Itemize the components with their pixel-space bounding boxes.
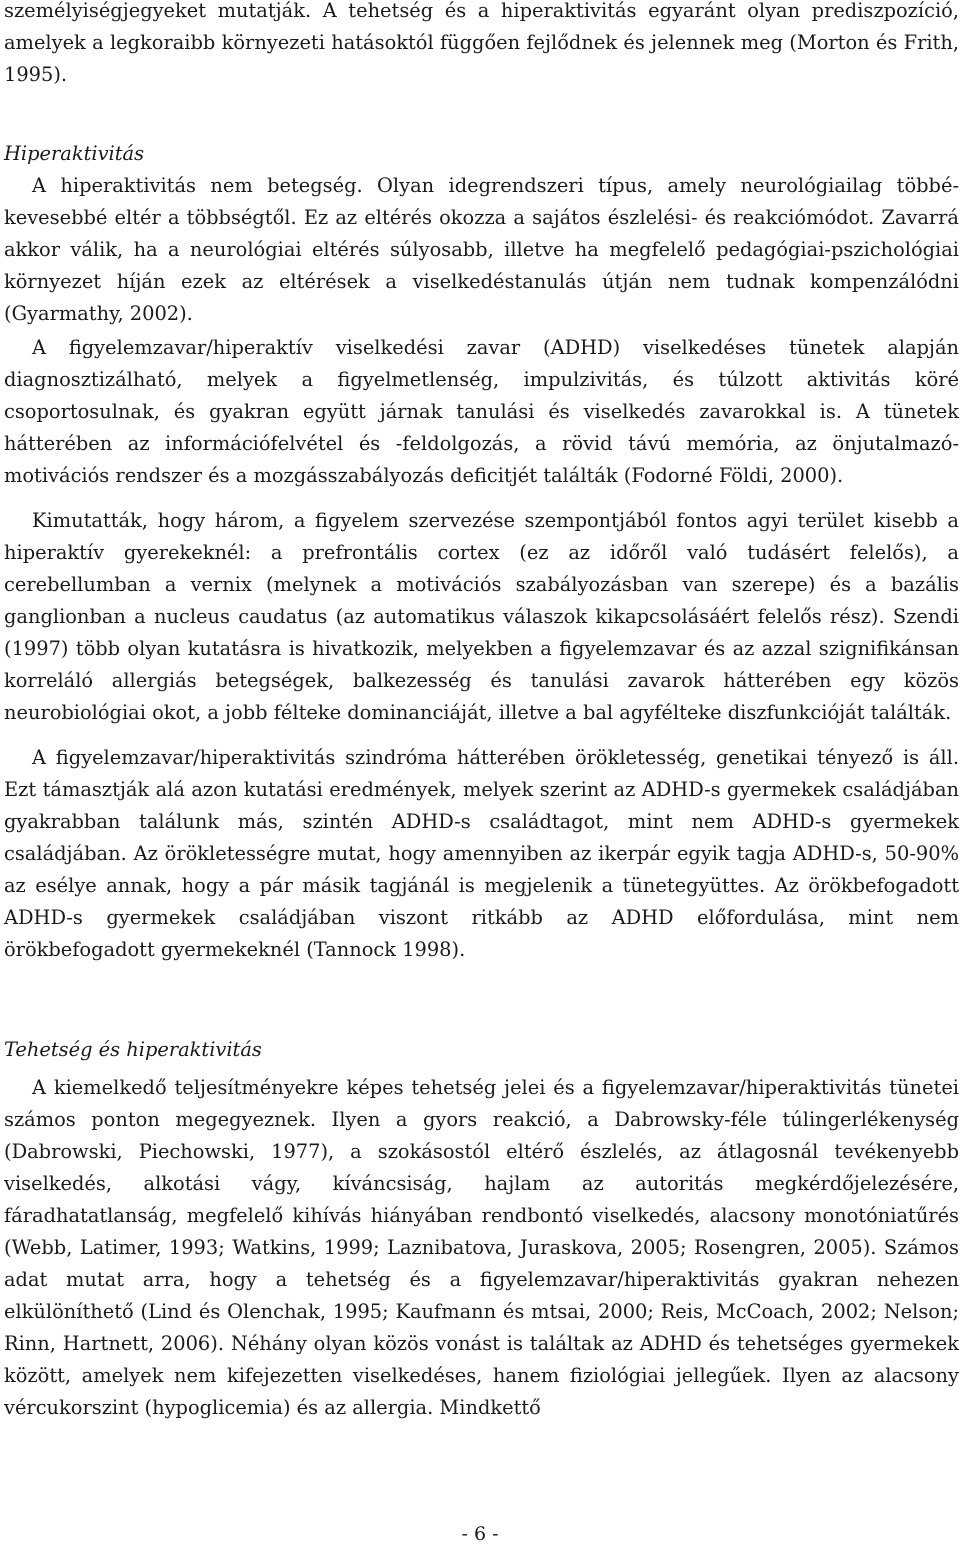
section1-body [4, 170, 959, 966]
paragraph-4: A figyelemzavar/hiperaktivitás szindróma hátterében örökletesség, genetikai tényező is áll. Ezt támasztják alá azon kutatási eredmények, melyek szerint az ADHD-s gyermekek családjában gyakrabban találunk más, szintén ADHD-s családtagot, mint nem ADHD-s gyermekek családjában. Az örökletességre mutat, hogy amennyiben az ikerpár egyik tagja ADHD-s, 50-90% az esélye annak, hogy a pár másik tagjánál is megjelenik a tünetegyüttes. Az örökbefogadott ADHD-s gyermekek családjában viszont ritkább az ADHD előfordulása, mint nem örökbefogadott gyermekeknél (Tannock 1998). [4, 746, 959, 961]
paragraph-5: A kiemelkedő teljesítményekre képes tehetség jelei és a figyelemzavar/hiperaktivitás tünetei számos ponton megegyeznek. Ilyen a gyors reakció, a Dabrowsky-féle túlingerlékenység (Dabrowski, Piechowski, 1977), a szokásostól eltérő észlelés, az átlagosnál tevékenyebb viselkedés, alkotási vágy, kíváncsiság, hajlam az autoritás megkérdőjelezésére, fáradhatatlanság, megfelelő kihívás hiányában rendbontó viselkedés, alacsony monotóniatűrés (Webb, Latimer, 1993; Watkins, 1999; Laznibatova, Juraskova, 2005; Rosengren, 2005). Számos adat mutat arra, hogy a tehetség és a figyelemzavar/hiperaktivitás gyakran nehezen elkülöníthető (Lind és Olenchak, 1995; Kaufmann és mtsai, 2000; Reis, McCoach, 2002; Nelson; Rinn, Hartnett, 2006). Néhány olyan közös vonást is találtak az ADHD és tehetséges gyermekek között, amelyek nem kifejezetten viselkedéses, hanem fiziológiai jellegűek. Ilyen az alacsony vércukorszint (hypoglicemia) és az allergia. Mindkettő [4, 1076, 959, 1419]
section2-body [4, 1072, 959, 1424]
section-heading-tehetseg-es-hiperaktivitas: Tehetség és hiperaktivitás [4, 1038, 262, 1061]
paragraph-2: A figyelemzavar/hiperaktív viselkedési zavar (ADHD) viselkedéses tünetek alapján diagnosztizálható, melyek a figyelmetlenség, impulzivitás, és túlzott aktivitás köré csoportosulnak, és gyakran együtt járnak tanulási és viselkedés zavarokkal is. A tünetek hátterében az információfelvétel és -feldolgozás, a rövid távú memória, az önjutalmazó-motivációs rendszer és a mozgásszabályozás deficitjét találták (Fodorné Földi, 2000). [4, 336, 959, 487]
page-number: - 6 - [461, 1523, 499, 1545]
paragraph-1: A hiperaktivitás nem betegség. Olyan idegrendszeri típus, amely neurológiailag többé-kevesebbé eltér a többségtől. Ez az eltérés okozza a sajátos észlelési- és reakciómódot. Zavarrá akkor válik, ha a neurológiai eltérés súlyosabb, illetve ha megfelelő pedagógiai-pszichológiai környezet híján ezek az eltérések a viselkedéstanulás útján nem tudnak kompenzálódni (Gyarmathy, 2002). [4, 174, 959, 325]
paragraph-3: Kimutatták, hogy három, a figyelem szervezése szempontjából fontos agyi terület kisebb a hiperaktív gyerekeknél: a prefrontális cortex (ez az időről való tudásért felelős), a cerebellumban a vernix (melynek a motivációs szabályozásban van szerepe) és a bazális ganglionban a nucleus caudatus (az automatikus válaszok kikapcsolásáért felelős rész). Szendi (1997) több olyan kutatásra is hivatkozik, melyekben a figyelemzavar és az azzal szignifikánsan korreláló allergiás betegségek, balkezesség és tanulási zavarok hátterében egy közös neurobiológiai okot, a jobb félteke dominanciáját, illetve a bal agyfélteke diszfunkcióját találták. [4, 509, 959, 724]
intro-paragraph: személyiségjegyeket mutatják. A tehetség és a hiperaktivitás egyaránt olyan prediszpozíció, amelyek a legkoraibb környezeti hatásoktól függően fejlődnek és jelennek meg (Morton és Frith, 1995). [4, 0, 959, 86]
section-heading-hiperaktivitas: Hiperaktivitás [4, 142, 145, 165]
intro-block [4, 0, 959, 91]
